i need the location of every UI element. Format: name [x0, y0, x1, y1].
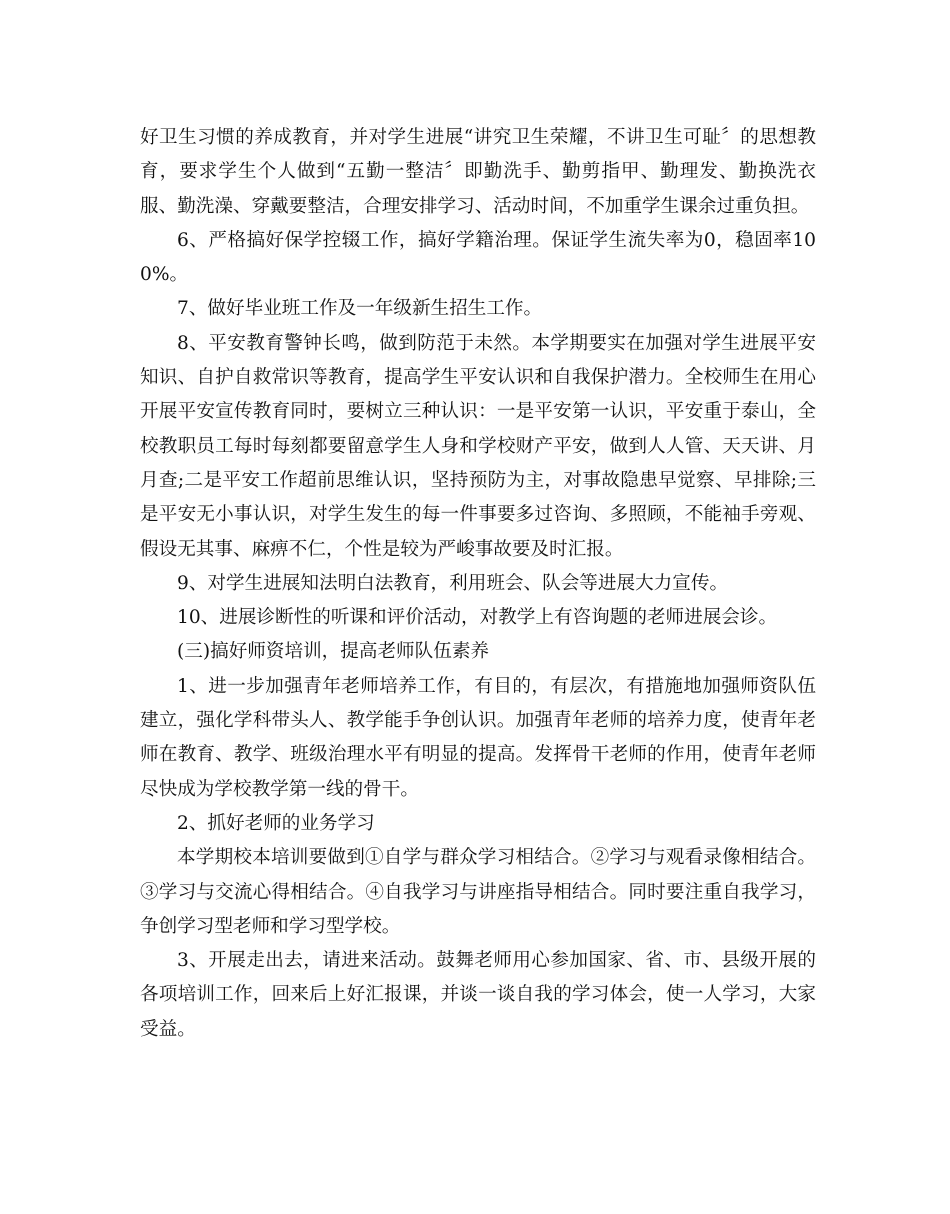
paragraph-school-training: 本学期校本培训要做到①自学与群众学习相结合。②学习与观看录像相结合。③学习与交流心得相结合。④自我学习与讲座指导相结合。同时要注重自我学习，争创学习型老师和学习型学校。: [140, 847, 816, 937]
paragraph-hygiene-continued: 好卫生习惯的养成教育，并对学生进展“讲究卫生荣耀，不讲卫生可耻〞的思想教育，要求学生个人做到“五勤一整洁〞即勤洗手、勤剪指甲、勤理发、勤换洗衣服、勤洗澡、穿戴要整洁，合理安排学习、活动时间，不加重学生课余过重负担。: [140, 127, 816, 217]
paragraph-item-6: 6、严格搞好保学控辍工作，搞好学籍治理。保证学生流失率为0，稳固率100%。: [140, 229, 816, 286]
paragraph-item-9: 9、对学生进展知法明白法教育，利用班会、队会等进展大力宣传。: [177, 572, 729, 594]
paragraph-item-10: 10、进展诊断性的听课和评价活动，对教学上有咨询题的老师进展会诊。: [177, 607, 778, 629]
document-body: [140, 121, 816, 1047]
paragraph-item-8: 8、平安教育警钟长鸣，做到防范于未然。本学期要实在加强对学生进展平安知识、自护自救常识等教育，提高学生平安认识和自我保护潜力。全校师生在用心开展平安宣传教育同时，要树立三种认识：一是平安第一认识，平安重于泰山，全校教职员工每时每刻都要留意学生人身和学校财产平安，做到人人管、天天讲、月月查;二是平安工作超前思维认识，坚持预防为主，对事故隐患早觉察、早排除;三是平安无小事认识，对学生发生的每一件事要多过咨询、多照顾，不能袖手旁观、假设无其事、麻痹不仁，个性是较为严峻事故要及时汇报。: [140, 332, 816, 560]
section-heading-teacher-training: (三)搞好师资培训，提高老师队伍素养: [177, 641, 490, 663]
paragraph-training-1: 1、进一步加强青年老师培养工作，有目的，有层次，有措施地加强师资队伍建立，强化学科带头人、教学能手争创认识。加强青年老师的培养力度，使青年老师在教育、教学、班级治理水平有明显的提高。发挥骨干老师的作用，使青年老师尽快成为学校教学第一线的骨干。: [140, 675, 816, 800]
paragraph-training-2: 2、抓好老师的业务学习: [177, 812, 375, 834]
paragraph-item-7: 7、做好毕业班工作及一年级新生招生工作。: [177, 298, 543, 320]
paragraph-training-3: 3、开展走出去，请进来活动。鼓舞老师用心参加国家、省、市、县级开展的各项培训工作，回来后上好汇报课，并谈一谈自我的学习体会，使一人学习，大家受益。: [140, 950, 816, 1040]
